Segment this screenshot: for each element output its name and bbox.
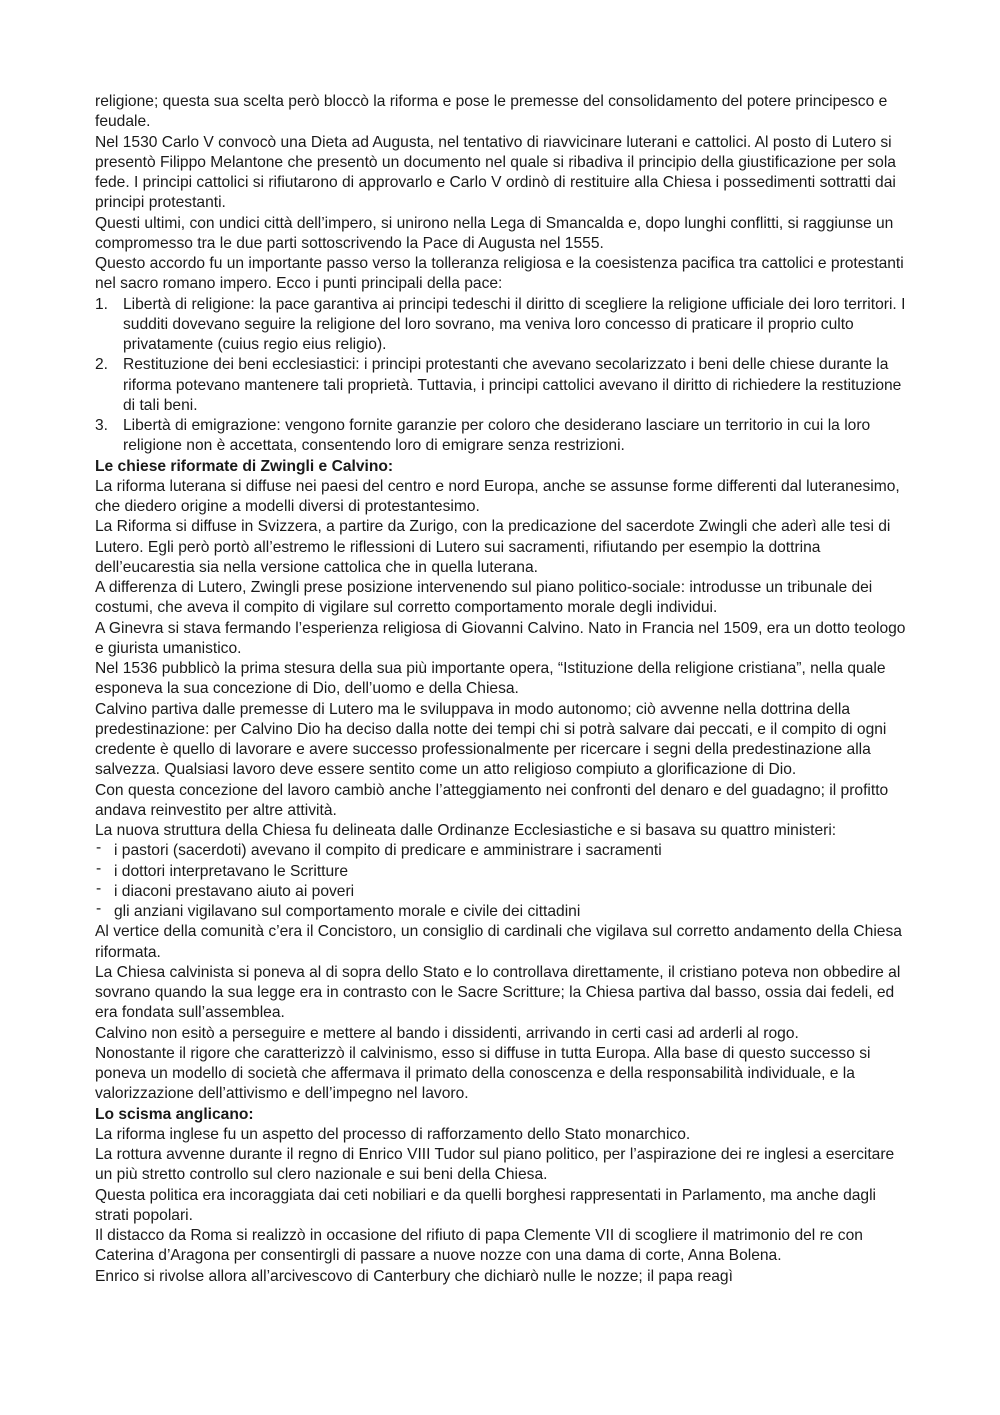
- list-item-text: i dottori interpretavano le Scritture: [114, 862, 349, 880]
- list-item: [95, 416, 913, 457]
- list-item-text: i diaconi prestavano aiuto ai poveri: [114, 882, 355, 900]
- paragraph: Al vertice della comunità c’era il Concistoro, un consiglio di cardinali che vigilava sul corretto andamento della Chiesa riformata.: [95, 923, 902, 961]
- section-heading: Le chiese riformate di Zwingli e Calvino:: [95, 457, 394, 475]
- paragraph: Nel 1530 Carlo V convocò una Dieta ad Augusta, nel tentativo di riavvicinare luterani e cattolici. Al posto di Lutero si presentò Filippo Melantone che presentò un documento nel quale si ribadiva il principio della giustificazione per sola fede. I principi cattolici si rifiutarono di approvarlo e Carlo V ordinò di restituire alla Chiesa i possedimenti sottratti dai principi protestanti.: [95, 133, 896, 212]
- dash-bullet: -: [96, 879, 102, 897]
- list-item-text: Restituzione dei beni ecclesiastici: i principi protestanti che avevano secolarizzato i beni delle chiese durante la riforma potevano mantenere tali proprietà. Tuttavia, i principi cattolici avevano il diritto di richiedere la restituzione di tali beni.: [123, 356, 902, 414]
- list-item: [95, 859, 913, 882]
- list-item: [95, 902, 913, 922]
- paragraph: Nel 1536 pubblicò la prima stesura della sua più importante opera, “Istituzione della religione cristiana”, nella quale esponeva la sua concezione di Dio, dell’uomo e della Chiesa.: [95, 660, 886, 698]
- list-number: 1.: [95, 295, 109, 313]
- list-number: 3.: [95, 417, 109, 434]
- list-item: [95, 879, 913, 902]
- list-item-text: Libertà di religione: la pace garantiva ai principi tedeschi il diritto di scegliere la religione ufficiale dei loro territori. I sudditi dovevano seguire la religione del loro sovrano, ma veniva loro concesso di praticare il proprio culto privatamente (cuius regio eius religio).: [123, 295, 906, 353]
- peace-points-list: [95, 295, 913, 457]
- paragraph: La Riforma si diffuse in Svizzera, a partire da Zurigo, con la predicazione del sacerdote Zwingli che aderì alle tesi di Lutero. Egli però portò all’estremo le riflessioni di Lutero sui sacramenti, rifiutando per esempio la dottrina dell’eucarestia sia nella versione cattolica che in quella luterana.: [95, 518, 891, 576]
- list-item: [95, 295, 913, 356]
- paragraph: Calvino non esitò a perseguire e mettere al bando i dissidenti, arrivando in certi casi ad arderli al rogo.: [95, 1024, 799, 1042]
- paragraph: Calvino partiva dalle premesse di Lutero ma le sviluppava in modo autonomo; ciò avvenne nella dottrina della predestinazione: per Calvino Dio ha deciso dalla notte dei tempi chi si potrà salvare dai peccati, e il compito di ogni credente è quello di lavorare e avere successo professionalmente per ricercare i segni della predestinazione alla salvezza. Qualsiasi lavoro deve essere sentito come un atto religioso compiuto a glorificazione di Dio.: [95, 700, 887, 779]
- paragraph: La riforma inglese fu un aspetto del processo di rafforzamento dello Stato monarchico.: [95, 1125, 691, 1143]
- document-page: [95, 92, 913, 1287]
- paragraph: La rottura avvenne durante il regno di Enrico VIII Tudor sul piano politico, per l’aspirazione dei re inglesi a esercitare un più stretto controllo sul clero nazionale e sui beni della Chiesa.: [95, 1146, 895, 1184]
- section-heading: Lo scisma anglicano:: [95, 1105, 254, 1123]
- paragraph: La Chiesa calvinista si poneva al di sopra dello Stato e lo controllava direttamente, il cristiano poteva non obbedire al sovrano quando la sua legge era in contrasto con le Sacre Scritture; la Chiesa partiva dal basso, ossia dai fedeli, ed era fondata sull’assemblea.: [95, 963, 901, 1022]
- list-item-text: gli anziani vigilavano sul comportamento morale e civile dei cittadini: [114, 903, 581, 920]
- paragraph: A Ginevra si stava fermando l’esperienza religiosa di Giovanni Calvino. Nato in Francia nel 1509, era un dotto teologo e giurista umanistico.: [95, 619, 906, 657]
- paragraph: Enrico si rivolse allora all’arcivescovo di Canterbury che dichiarò nulle le nozze; il papa reagì: [95, 1267, 733, 1285]
- list-number: 2.: [95, 356, 109, 374]
- dash-bullet: -: [96, 900, 102, 917]
- paragraph: Il distacco da Roma si realizzò in occasione del rifiuto di papa Clemente VII di scogliere il matrimonio del re con Caterina d’Aragona per consentirgli di passare a nuove nozze con una dama di corte, Anna Bolena.: [95, 1227, 863, 1265]
- paragraph: Nonostante il rigore che caratterizzò il calvinismo, esso si diffuse in tutta Europa. Alla base di questo successo si poneva un modello di società che affermava il primato della conoscenza e della responsabilità individuale, e la valorizzazione dell’attivismo e dell’impegno nel lavoro.: [95, 1044, 871, 1103]
- paragraph: religione; questa sua scelta però bloccò la riforma e pose le premesse del consolidamento del potere principesco e feudale.: [95, 93, 888, 131]
- dash-bullet: -: [96, 839, 102, 857]
- list-item: [95, 841, 913, 861]
- paragraph: Questi ultimi, con undici città dell’impero, si unirono nella Lega di Smancalda e, dopo lunghi conflitti, si raggiunse un compromesso tra le due parti sottoscrivendo la Pace di Augusta nel 1555.: [95, 214, 894, 252]
- paragraph: Con questa concezione del lavoro cambiò anche l’atteggiamento nei confronti del denaro e del guadagno; il profitto andava reinvestito per altre attività.: [95, 781, 889, 819]
- paragraph: La riforma luterana si diffuse nei paesi del centro e nord Europa, anche se assunse forme differenti dal luteranesimo, che diedero origine a modelli diversi di protestantesimo.: [95, 477, 900, 515]
- paragraph: Questa politica era incoraggiata dai ceti nobiliari e da quelli borghesi rappresentati in Parlamento, ma anche dagli strati popolari.: [95, 1186, 877, 1224]
- list-item-text: i pastori (sacerdoti) avevano il compito di predicare e amministrare i sacramenti: [114, 842, 662, 860]
- list-item-text: Libertà di emigrazione: vengono fornite garanzie per coloro che desiderano lasciare un territorio in cui la loro religione non è accettata, consentendo loro di emigrare senza restrizioni.: [123, 417, 871, 455]
- dash-bullet: -: [96, 859, 102, 877]
- paragraph: Questo accordo fu un importante passo verso la tolleranza religiosa e la coesistenza pacifica tra cattolici e protestanti nel sacro romano impero. Ecco i punti principali della pace:: [95, 255, 904, 293]
- paragraph: La nuova struttura della Chiesa fu delineata dalle Ordinanze Ecclesiastiche e si basava su quattro ministeri:: [95, 822, 837, 839]
- ministries-list: [95, 841, 913, 922]
- paragraph: A differenza di Lutero, Zwingli prese posizione intervenendo sul piano politico-sociale: introdusse un tribunale dei costumi, che aveva il compito di vigilare sul corretto comportamento morale degli individui.: [95, 579, 873, 617]
- list-item: [95, 355, 913, 416]
